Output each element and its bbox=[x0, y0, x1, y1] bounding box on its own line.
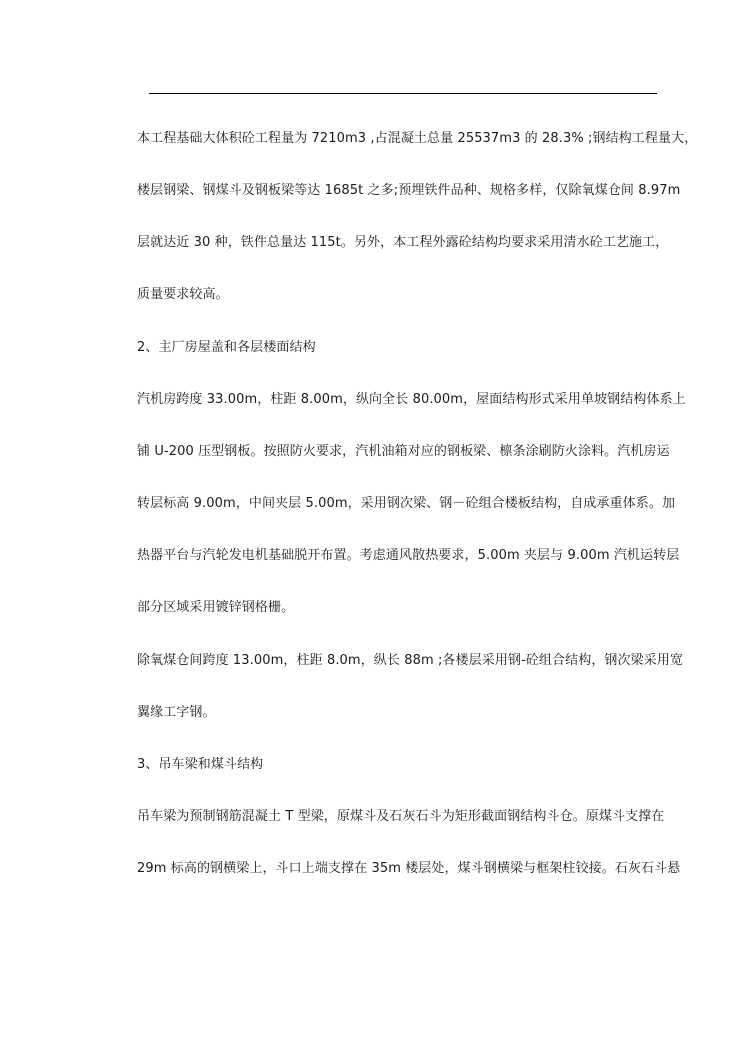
paragraph-line: 楼层钢梁、钢煤斗及钢板梁等达 1685t 之多;预埋铁件品种、规格多样，仅除氧煤仓间 8.97m bbox=[137, 183, 681, 198]
paragraph-line: 质量要求较高。 bbox=[137, 287, 229, 302]
paragraph-line: 除氧煤仓间跨度 13.00m，柱距 8.0m，纵长 88m ;各楼层采用钢-砼组合结构，钢次梁采用宽 bbox=[137, 653, 684, 668]
section-heading: 3、吊车梁和煤斗结构 bbox=[137, 757, 264, 772]
paragraph-line: 吊车梁为预制钢筋混凝土 T 型梁，原煤斗及石灰石斗为矩形截面钢结构斗仓。原煤斗支撑在 bbox=[137, 809, 665, 824]
paragraph-line: 铺 U-200 压型钢板。按照防火要求，汽机油箱对应的钢板梁、檩条涂刷防火涂料。汽机房运 bbox=[137, 444, 670, 459]
paragraph-line: 层就达近 30 种，铁件总量达 115t。另外，本工程外露砼结构均要求采用清水砼工艺施工， bbox=[137, 235, 669, 250]
paragraph-line: 转层标高 9.00m，中间夹层 5.00m，采用钢次梁、钢－砼组合楼板结构，自成承重体系。加 bbox=[137, 496, 676, 511]
paragraph-line: 翼缘工字钢。 bbox=[137, 705, 216, 720]
section-heading: 2、主厂房屋盖和各层楼面结构 bbox=[137, 340, 316, 355]
paragraph-line: 热器平台与汽轮发电机基础脱开布置。考虑通风散热要求，5.00m 夹层与 9.00m 汽机运转层 bbox=[137, 548, 680, 563]
header-rule bbox=[149, 93, 657, 94]
paragraph-line: 部分区域采用镀锌钢格栅。 bbox=[137, 600, 295, 615]
paragraph-line: 29m 标高的钢横梁上，斗口上端支撑在 35m 楼层处，煤斗钢横梁与框架柱铰接。石灰石斗悬 bbox=[137, 861, 681, 876]
paragraph-line: 汽机房跨度 33.00m，柱距 8.00m，纵向全长 80.00m，屋面结构形式采用单坡钢结构体系上 bbox=[137, 392, 686, 407]
paragraph-line: 本工程基础大体积砼工程量为 7210m3 ,占混凝土总量 25537m3 的 28.3% ;钢结构工程量大， bbox=[137, 131, 698, 146]
